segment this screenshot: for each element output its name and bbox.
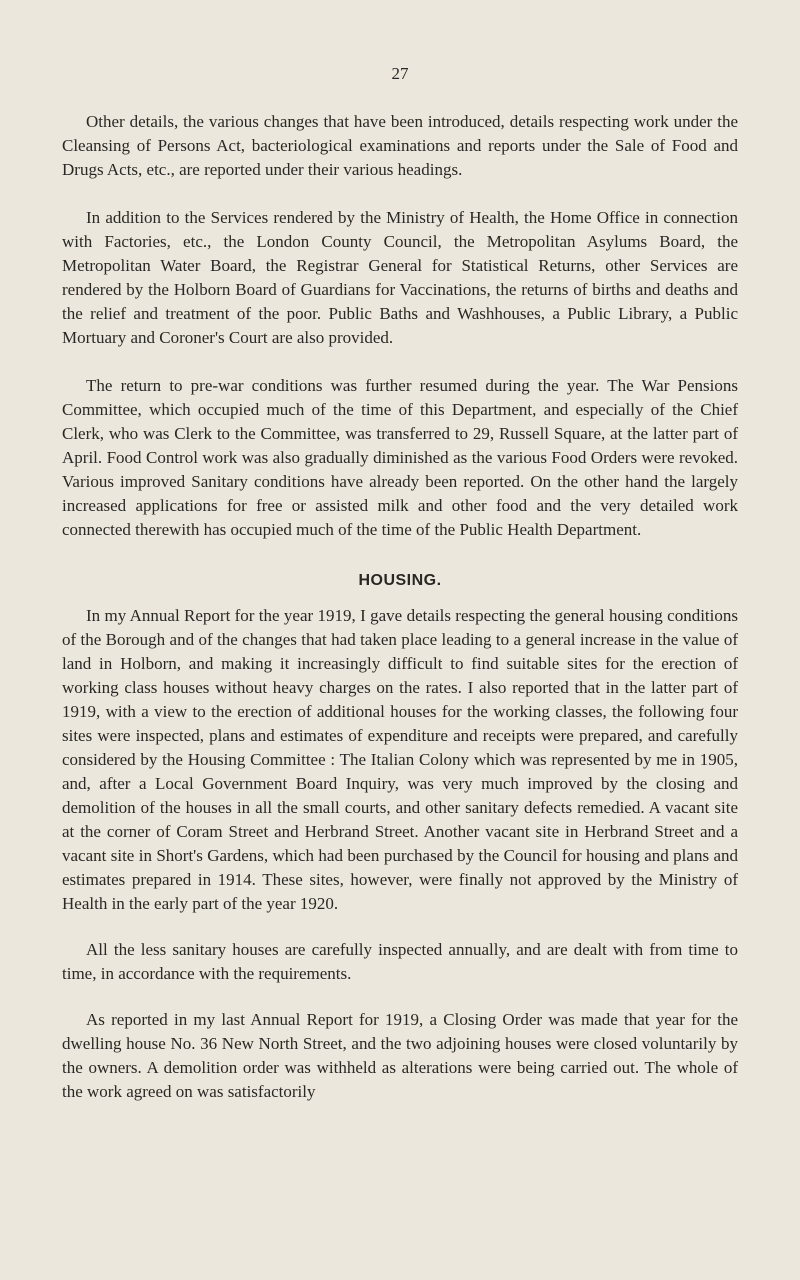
paragraph-housing-report: In my Annual Report for the year 1919, I gave details respecting the general housing conditions of the Borough and of the changes that had taken place leading to a general increase in the value of land in Holborn, and making it increasingly difficult to find suitable sites for the erection of working class houses without heavy charges on the rates. I also reported that in the latter part of 1919, with a view to the erection of additional houses for the working classes, the following four sites were inspected, plans and estimates of expenditure and receipts were prepared, and carefully considered by the Housing Committee : The Italian Colony which was represented by me in 1905, and, after a Local Government Board Inquiry, was very much improved by the closing and demolition of the houses in all the small courts, and other sanitary defects remedied. A vacant site at the corner of Coram Street and Herbrand Street. Another vacant site in Herbrand Street and a vacant site in Short's Gardens, which had been purchased by the Council for housing and plans and estimates prepared in 1914. These sites, however, were finally not approved by the Ministry of Health in the early part of the year 1920. <box>62 606 738 913</box>
paragraph-sanitary-houses: All the less sanitary houses are carefully inspected annually, and are dealt with from time to time, in accordance with the requirements. <box>62 940 738 983</box>
paragraph-closing-order: As reported in my last Annual Report for 1919, a Closing Order was made that year for the dwelling house No. 36 New North Street, and the two adjoining houses were closed voluntarily by the owners. A demolition order was withheld as alterations were being carried out. The whole of the work agreed on was satisfactorily <box>62 1010 738 1101</box>
paragraph-pre-war-conditions: The return to pre-war conditions was further resumed during the year. The War Pensions Committee, which occupied much of the time of this Department, and especially of the Chief Clerk, who was Clerk to the Committee, was transferred to 29, Russell Square, at the latter part of April. Food Control work was also gradually diminished as the various Food Orders were revoked. Various improved Sanitary conditions have already been reported. On the other hand the largely increased applications for free or assisted milk and other food and the very detailed work connected therewith has occupied much of the time of the Public Health Department. <box>62 376 738 539</box>
paragraph-other-details: Other details, the various changes that have been introduced, details respecting work under the Cleansing of Persons Act, bacteriological examinations and reports under the Sale of Food and Drugs Acts, etc., are reported under their various headings. <box>62 112 738 179</box>
section-heading-housing: HOUSING. <box>358 572 442 589</box>
page-number: 27 <box>391 64 409 83</box>
paragraph-services: In addition to the Services rendered by the Ministry of Health, the Home Office in connection with Factories, etc., the London County Council, the Metropolitan Asylums Board, the Metropolitan Water Board, the Registrar General for Statistical Returns, other Services are rendered by the Holborn Board of Guardians for Vaccinations, the returns of births and deaths and the relief and treatment of the poor. Public Baths and Washhouses, a Public Library, a Public Mortuary and Coroner's Court are also provided. <box>62 208 738 347</box>
